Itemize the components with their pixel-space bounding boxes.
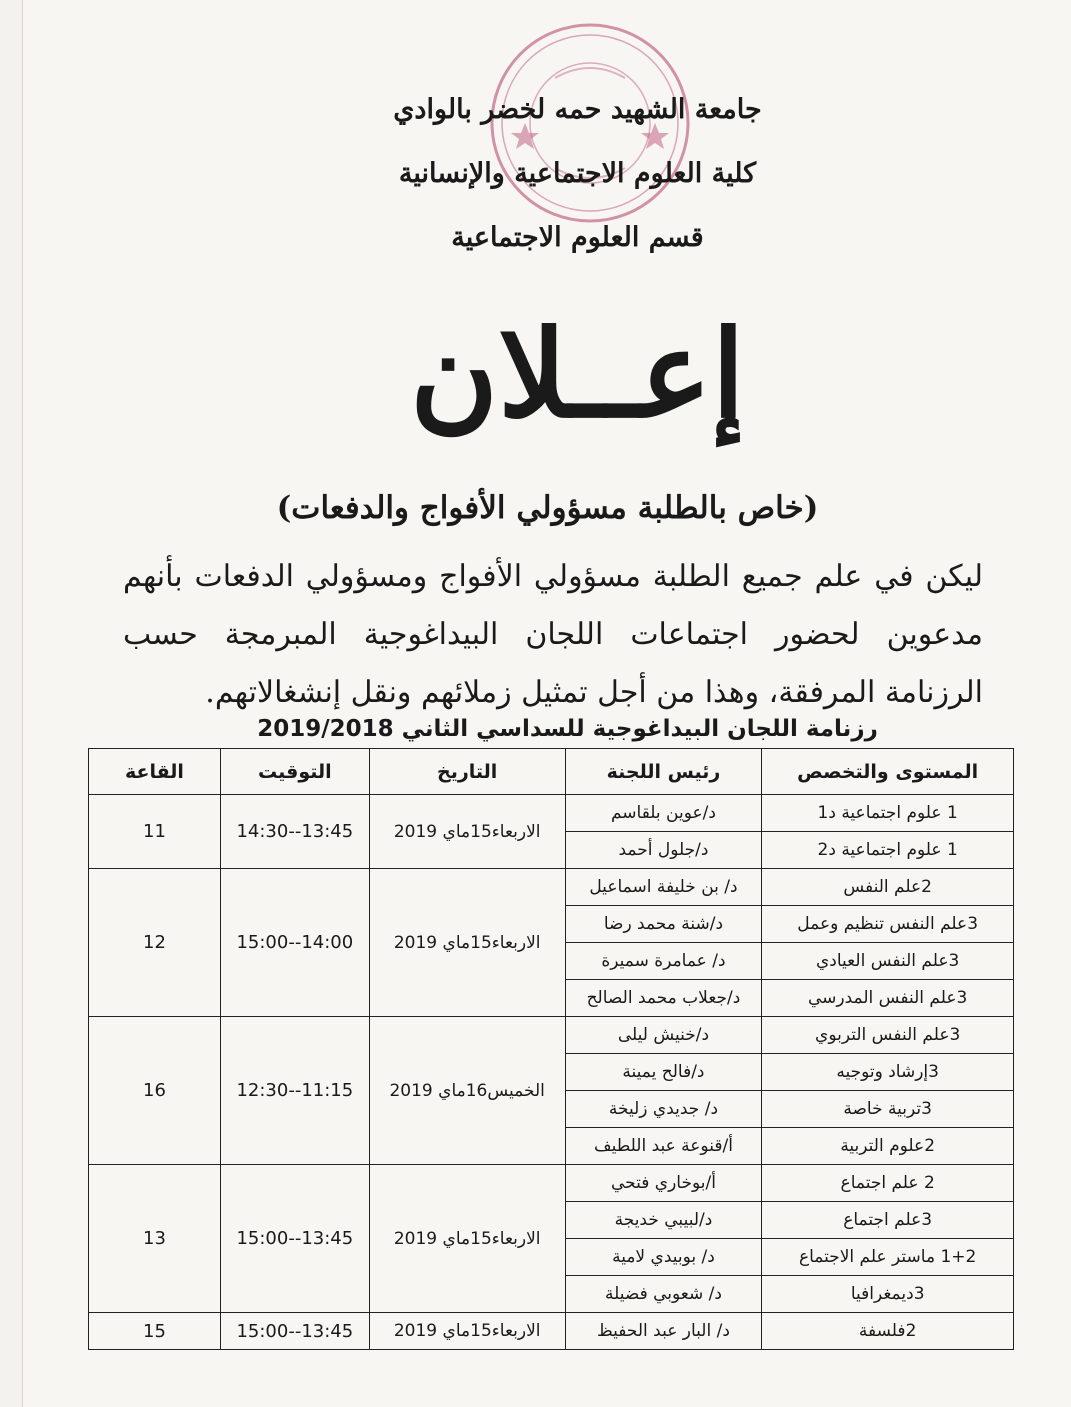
cell-room: 16 bbox=[89, 1017, 221, 1165]
cell-specialty: 2 علم اجتماع bbox=[762, 1165, 1014, 1202]
header-room: القاعة bbox=[89, 749, 221, 795]
cell-specialty: 3علم اجتماع bbox=[762, 1202, 1014, 1239]
cell-chair: د/ بن خليفة اسماعيل bbox=[565, 869, 762, 906]
cell-specialty: 2علوم التربية bbox=[762, 1128, 1014, 1165]
cell-specialty: 3إرشاد وتوجيه bbox=[762, 1054, 1014, 1091]
cell-room: 15 bbox=[89, 1313, 221, 1350]
cell-chair: د/عوين بلقاسم bbox=[565, 795, 762, 832]
cell-specialty: 2فلسفة bbox=[762, 1313, 1014, 1350]
cell-chair: د/ عمامرة سميرة bbox=[565, 943, 762, 980]
cell-specialty: 3علم النفس تنظيم وعمل bbox=[762, 906, 1014, 943]
table-row bbox=[89, 1313, 1014, 1350]
university-name: جامعة الشهيد حمه لخضر بالوادي bbox=[393, 94, 762, 125]
cell-time: 12:30--11:15 bbox=[220, 1017, 369, 1165]
committee-schedule-table bbox=[88, 748, 1014, 1350]
header-time: التوقيت bbox=[220, 749, 369, 795]
table-row bbox=[89, 795, 1014, 832]
cell-chair: د/لبيبي خديجة bbox=[565, 1202, 762, 1239]
cell-specialty: 1 علوم اجتماعية د1 bbox=[762, 795, 1014, 832]
cell-date: الاربعاء15ماي 2019 bbox=[369, 1313, 565, 1350]
cell-time: 15:00--14:00 bbox=[220, 869, 369, 1017]
cell-chair: د/جعلاب محمد الصالح bbox=[565, 980, 762, 1017]
cell-specialty: 3علم النفس التربوي bbox=[762, 1017, 1014, 1054]
cell-specialty: 2علم النفس bbox=[762, 869, 1014, 906]
cell-specialty: 3علم النفس العيادي bbox=[762, 943, 1014, 980]
cell-time: 15:00--13:45 bbox=[220, 1165, 369, 1313]
cell-chair: أ/بوخاري فتحي bbox=[565, 1165, 762, 1202]
announcement-subtitle: (خاص بالطلبة مسؤولي الأفواج والدفعات) bbox=[276, 490, 819, 526]
cell-room: 13 bbox=[89, 1165, 221, 1313]
cell-specialty: 3ديمغرافيا bbox=[762, 1276, 1014, 1313]
cell-specialty: 3تربية خاصة bbox=[762, 1091, 1014, 1128]
cell-specialty: 1 علوم اجتماعية د2 bbox=[762, 832, 1014, 869]
department-name: قسم العلوم الاجتماعية bbox=[451, 222, 704, 253]
cell-chair: د/شنة محمد رضا bbox=[565, 906, 762, 943]
cell-specialty: 1+2 ماستر علم الاجتماع bbox=[762, 1239, 1014, 1276]
schedule-title: رزنامة اللجان البيداغوجية للسداسي الثاني 2019/2018 bbox=[257, 716, 878, 742]
cell-chair: د/ بوبيدي لامية bbox=[565, 1239, 762, 1276]
cell-chair: د/خنيش ليلى bbox=[565, 1017, 762, 1054]
cell-date: الاربعاء15ماي 2019 bbox=[369, 795, 565, 869]
cell-chair: د/ البار عبد الحفيظ bbox=[565, 1313, 762, 1350]
table-row bbox=[89, 869, 1014, 906]
header-chair: رئيس اللجنة bbox=[565, 749, 762, 795]
cell-time: 14:30--13:45 bbox=[220, 795, 369, 869]
header-date: التاريخ bbox=[369, 749, 565, 795]
cell-time: 15:00--13:45 bbox=[220, 1313, 369, 1350]
announcement-title: إعــلان bbox=[410, 304, 745, 445]
cell-chair: د/فالح يمينة bbox=[565, 1054, 762, 1091]
table-row bbox=[89, 1165, 1014, 1202]
cell-date: الخميس16ماي 2019 bbox=[369, 1017, 565, 1165]
table-row bbox=[89, 1017, 1014, 1054]
cell-chair: أ/قنوعة عبد اللطيف bbox=[565, 1128, 762, 1165]
institution-header bbox=[23, 78, 1071, 270]
cell-specialty: 3علم النفس المدرسي bbox=[762, 980, 1014, 1017]
cell-date: الاربعاء15ماي 2019 bbox=[369, 869, 565, 1017]
header-specialty: المستوى والتخصص bbox=[762, 749, 1014, 795]
faculty-name: كلية العلوم الاجتماعية والإنسانية bbox=[398, 158, 757, 189]
announcement-body: ليكن في علم جميع الطلبة مسؤولي الأفواج ومسؤولي الدفعات بأنهم مدعوين لحضور اجتماعات اللجان البيداغوجية المبرمجة حسب الرزنامة المرفقة، وهذا من أجل تمثيل زملائهم ونقل إنشغالاتهم. bbox=[123, 559, 983, 710]
table-header-row bbox=[89, 749, 1014, 795]
cell-chair: د/ جديدي زليخة bbox=[565, 1091, 762, 1128]
cell-room: 12 bbox=[89, 869, 221, 1017]
cell-chair: د/جلول أحمد bbox=[565, 832, 762, 869]
cell-date: الاربعاء15ماي 2019 bbox=[369, 1165, 565, 1313]
cell-chair: د/ شعوبي فضيلة bbox=[565, 1276, 762, 1313]
cell-room: 11 bbox=[89, 795, 221, 869]
